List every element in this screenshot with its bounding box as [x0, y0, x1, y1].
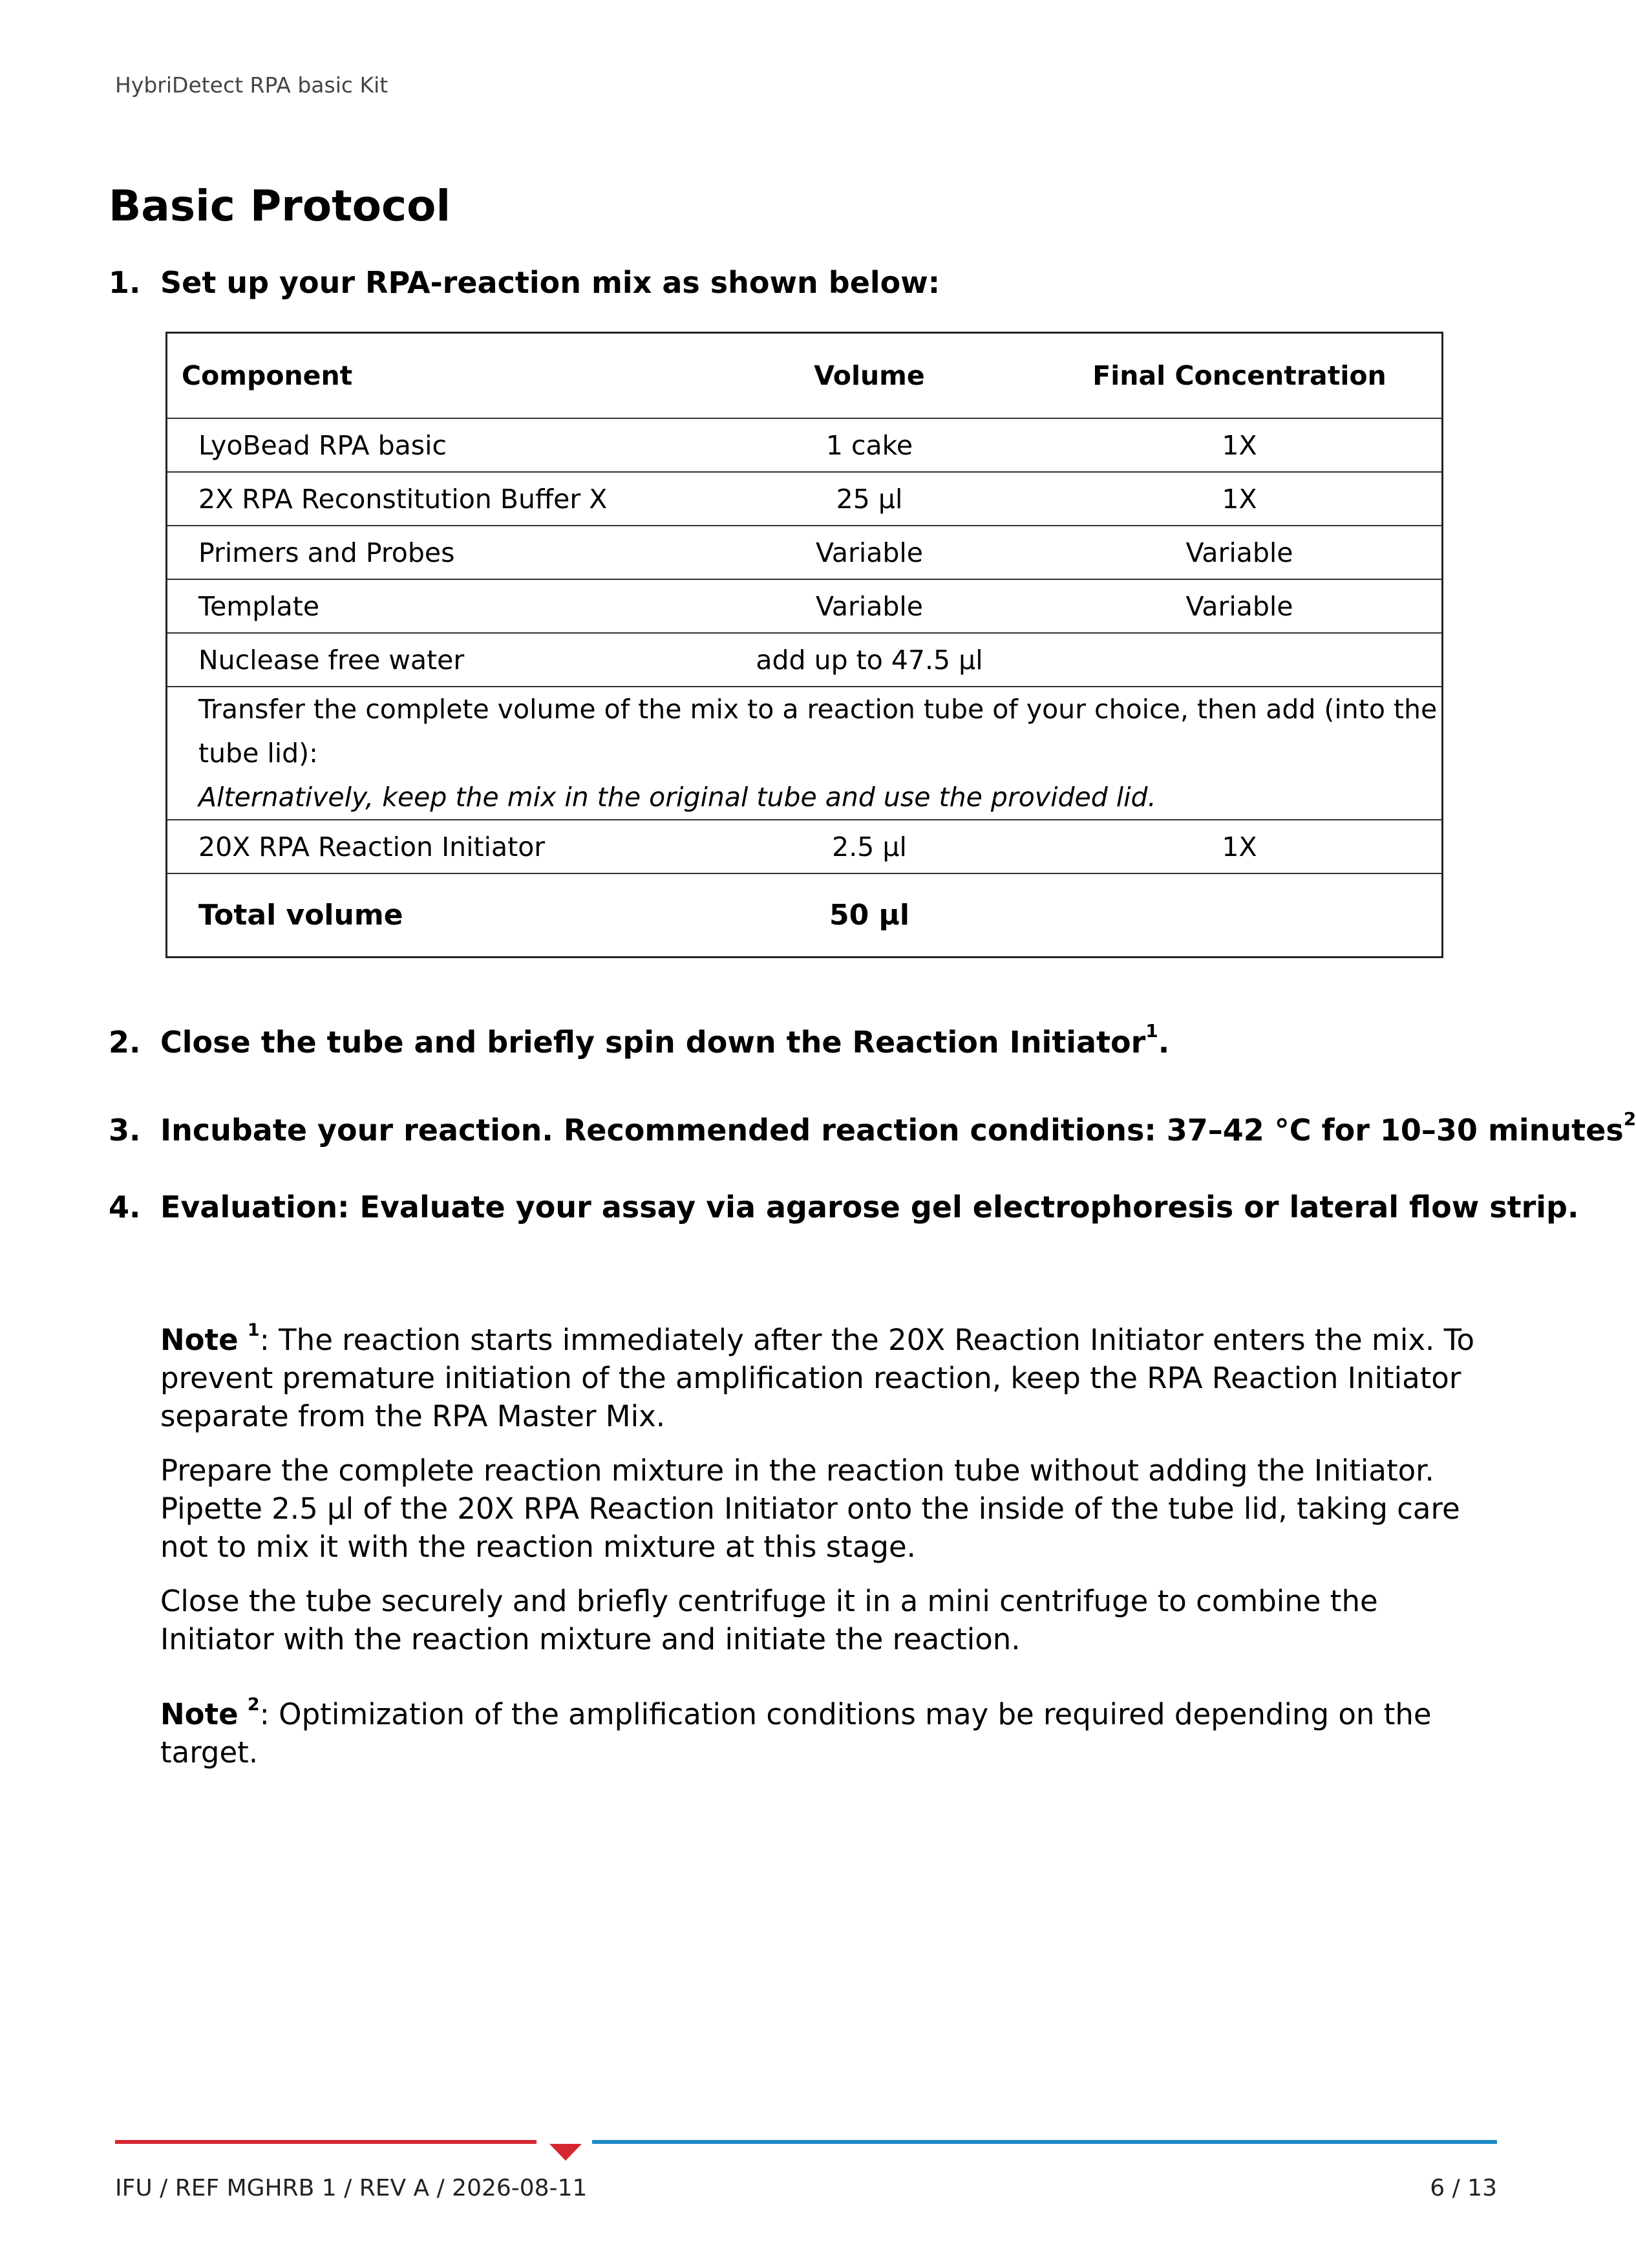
- cell-component: 20X RPA Reaction Initiator: [167, 820, 702, 873]
- column-header-final-concentration: Final Concentration: [1037, 333, 1443, 419]
- cell-component: 2X RPA Reconstitution Buffer X: [167, 472, 702, 526]
- cell-volume: Variable: [701, 579, 1037, 633]
- note-label: Note: [160, 1697, 239, 1731]
- cell-total-label: Total volume: [198, 899, 403, 932]
- step-text: Evaluation: Evaluate your assay via agarose gel electrophoresis or lateral flow strip.: [160, 1190, 1579, 1225]
- step-text: Incubate your reaction. Recommended reaction conditions: 37–42 °C for 10–30 minutes: [160, 1113, 1624, 1148]
- cell-total-volume: 50 µl: [829, 899, 909, 932]
- table-header-row: [167, 333, 1443, 419]
- step-1: [109, 265, 940, 300]
- transfer-note: Transfer the complete volume of the mix to a reaction tube of your choice, then add (into the tube lid):: [198, 694, 1438, 769]
- cell-concentration: Variable: [1037, 526, 1443, 579]
- cell-concentration: [1037, 633, 1443, 687]
- footer-page-number: 6 / 13: [1430, 2175, 1497, 2201]
- cell-concentration: 1X: [1037, 820, 1443, 873]
- cell-component: Primers and Probes: [167, 526, 702, 579]
- cell-volume: Variable: [701, 526, 1037, 579]
- notes-section: [160, 1311, 1492, 1788]
- step-3: [109, 1108, 1636, 1148]
- table-row: [167, 579, 1443, 633]
- footnote-ref-2: 2: [1623, 1108, 1636, 1129]
- step-number: 1.: [109, 265, 141, 300]
- cell-component: Nuclease free water: [167, 633, 702, 687]
- cell-volume: 25 µl: [701, 472, 1037, 526]
- cell-volume: 2.5 µl: [701, 820, 1037, 873]
- footer-rule-blue: [592, 2140, 1497, 2144]
- column-header-volume: Volume: [701, 333, 1037, 419]
- step-4: [109, 1190, 1578, 1225]
- step-number: 3.: [109, 1113, 141, 1148]
- transfer-instruction: [167, 687, 1443, 820]
- note-label: Note: [160, 1323, 239, 1357]
- cell-volume: add up to 47.5 µl: [701, 633, 1037, 687]
- note-1-paragraph-2: Prepare the complete reaction mixture in the reaction tube without adding the Initiator. Pipette 2.5 µl of the 20X RPA Reaction Initiator onto the inside of the tube lid, taking care not to mix it with the reaction mixture at this stage.: [160, 1453, 1460, 1564]
- transfer-instruction-row: [167, 687, 1443, 820]
- table-row-initiator: [167, 820, 1443, 873]
- step-text: Close the tube and briefly spin down the Reaction Initiator: [160, 1025, 1146, 1060]
- step-2: [109, 1020, 1169, 1060]
- note-sup: 1: [247, 1320, 260, 1340]
- cell-volume: 1 cake: [701, 418, 1037, 472]
- note-text: : Optimization of the amplification conditions may be required depending on the target.: [160, 1697, 1432, 1770]
- footnote-ref-1: 1: [1145, 1020, 1158, 1042]
- table-row-total: [167, 873, 1443, 957]
- cell-concentration: Variable: [1037, 579, 1443, 633]
- table-row: [167, 633, 1443, 687]
- transfer-alternative: Alternatively, keep the mix in the original tube and use the provided lid.: [198, 782, 1156, 813]
- cell-concentration: 1X: [1037, 472, 1443, 526]
- table-row: [167, 472, 1443, 526]
- note-sup: 2: [247, 1695, 260, 1715]
- table-row: [167, 418, 1443, 472]
- page-title: Basic Protocol: [109, 181, 451, 231]
- footer-triangle-marker: [549, 2144, 582, 2161]
- footer-document-reference: IFU / REF MGHRB 1 / REV A / 2026-08-11: [115, 2175, 588, 2201]
- cell-component: Template: [167, 579, 702, 633]
- step-number: 4.: [109, 1190, 141, 1225]
- note-1-paragraph-3: Close the tube securely and briefly centrifuge it in a mini centrifuge to combine the Initiator with the reaction mixture and initiate the reaction.: [160, 1584, 1378, 1656]
- note-2: [160, 1685, 1492, 1771]
- step-number: 2.: [109, 1025, 141, 1060]
- footer-rule-red: [115, 2140, 536, 2144]
- cell-component: LyoBead RPA basic: [167, 418, 702, 472]
- cell-total-concentration: [1037, 873, 1443, 957]
- cell-concentration: 1X: [1037, 418, 1443, 472]
- table-row: [167, 526, 1443, 579]
- note-text: : The reaction starts immediately after the 20X Reaction Initiator enters the mix. To prevent premature initiation of the amplification reaction, keep the RPA Reaction Initiator separate from the RPA Master Mix.: [160, 1323, 1474, 1433]
- step-text: Set up your RPA-reaction mix as shown below:: [160, 265, 940, 300]
- reaction-mix-table: [165, 332, 1443, 958]
- column-header-component: Component: [167, 333, 702, 419]
- running-header: HybriDetect RPA basic Kit: [115, 72, 388, 98]
- step-tail: .: [1158, 1025, 1170, 1060]
- note-1: [160, 1311, 1492, 1435]
